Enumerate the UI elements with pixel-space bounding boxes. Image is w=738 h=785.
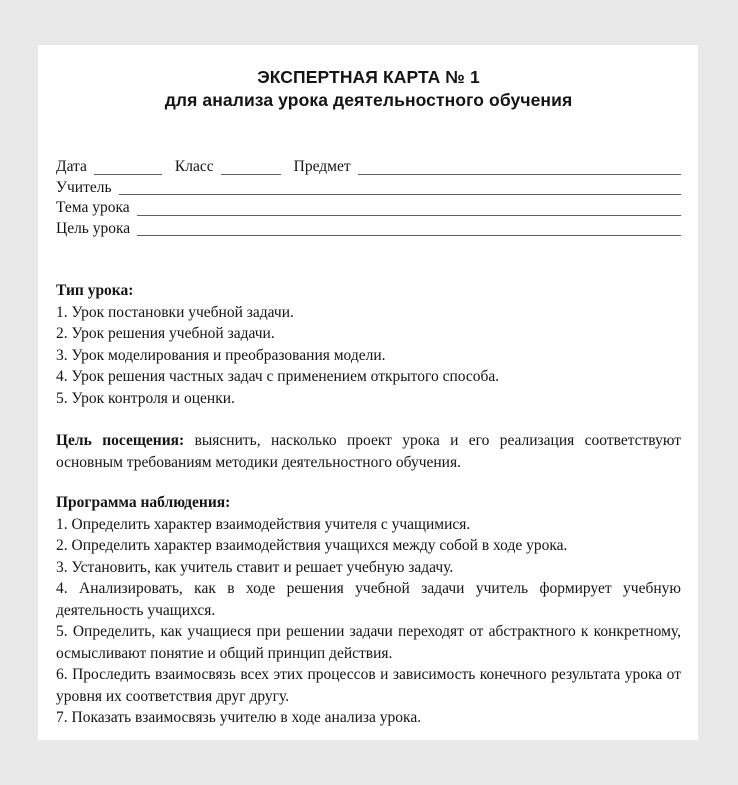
- date-label: Дата: [56, 158, 87, 175]
- teacher-label: Учитель: [56, 178, 112, 196]
- visit-goal-paragraph: [56, 430, 681, 473]
- document-title: ЭКСПЕРТНАЯ КАРТА № 1: [257, 67, 480, 87]
- lesson-type-item: 4. Урок решения частных задач с применением открытого способа.: [56, 368, 500, 386]
- lesson-type-heading: Тип урока:: [56, 282, 134, 300]
- lesson-goal-label: Цель урока: [56, 219, 131, 237]
- observation-program-item: 1. Определить характер взаимодействия учителя с учащимися.: [56, 515, 471, 533]
- observation-program-item: 4. Анализировать, как в ходе решения учебной задачи учитель формирует учебную деятельность учащихся.: [56, 580, 681, 619]
- class-blank-line: [221, 174, 281, 175]
- lesson-topic-blank-line: [137, 215, 681, 216]
- header-fill-form: [56, 157, 681, 239]
- lesson-type-item: 3. Урок моделирования и преобразования модели.: [56, 346, 386, 364]
- form-row-date-class-subject: [56, 157, 681, 178]
- observation-program-heading: Программа наблюдения:: [56, 494, 231, 512]
- date-blank-line: [94, 174, 162, 175]
- teacher-blank-line: [119, 194, 681, 195]
- subject-blank-line: [358, 174, 681, 175]
- form-row-teacher: [56, 178, 681, 199]
- observation-program-item: 3. Установить, как учитель ставит и решает учебную задачу.: [56, 558, 454, 576]
- observation-program-item: 5. Определить, как учащиеся при решении задачи переходят от абстрактного к конкретному, осмысливают понятие и общий принцип действия.: [56, 623, 681, 662]
- lesson-type-item: 1. Урок постановки учебной задачи.: [56, 303, 294, 321]
- lesson-type-section: [56, 280, 681, 409]
- lesson-type-item: 5. Урок контроля и оценки.: [56, 389, 235, 407]
- lesson-goal-blank-line: [137, 235, 681, 236]
- lesson-topic-label: Тема урока: [56, 199, 130, 217]
- visit-goal-text: выяснить, насколько проект урока и его реализация соответствуют основным требованиям методики деятельностного обучения.: [56, 432, 681, 471]
- class-label: Класс: [174, 158, 214, 175]
- document-subtitle: для анализа урока деятельностного обучения: [164, 90, 573, 110]
- lesson-type-item: 2. Урок решения учебной задачи.: [56, 325, 275, 343]
- visit-goal-heading: Цель посещения:: [56, 432, 185, 450]
- form-row-topic: [56, 198, 681, 219]
- observation-program-item: 7. Показать взаимосвязь учителю в ходе анализа урока.: [56, 709, 422, 727]
- document-page: [38, 45, 698, 740]
- document-title-block: [56, 66, 681, 112]
- observation-program-item: 6. Проследить взаимосвязь всех этих процессов и зависимость конечного результата урока от уровня их соответствия друг другу.: [56, 666, 681, 705]
- observation-program-item: 2. Определить характер взаимодействия учащихся между собой в ходе урока.: [56, 537, 568, 555]
- form-row-goal: [56, 219, 681, 240]
- subject-label: Предмет: [293, 158, 351, 175]
- observation-program-section: [56, 492, 681, 729]
